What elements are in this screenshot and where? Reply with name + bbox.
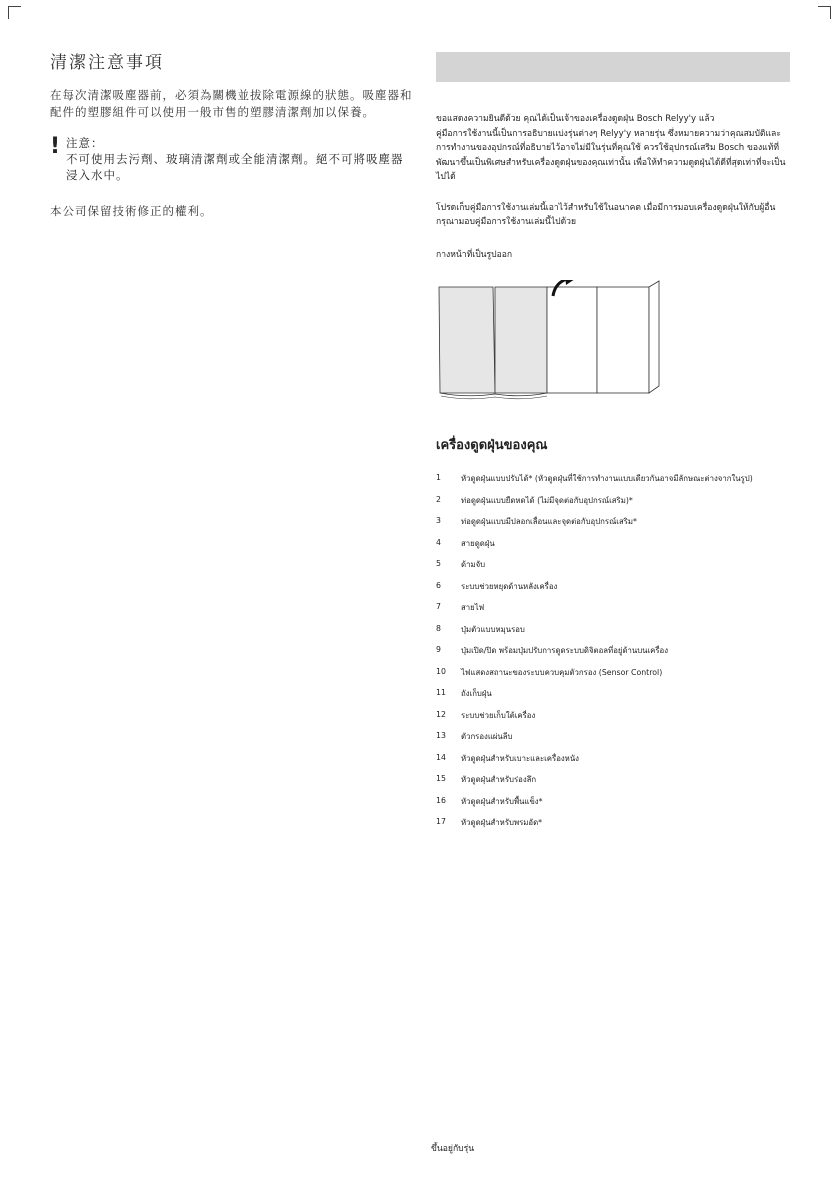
part-number: 3 (436, 516, 441, 525)
cleaning-paragraph: 在每次清潔吸塵器前，必須為關機並拔除電源線的狀態。吸塵器和配件的塑膠組件可以使用一般市售的塑膠清潔劑加以保養。 (50, 88, 413, 119)
parts-list (436, 473, 790, 839)
part-number: 5 (436, 559, 441, 568)
intro-paragraph (436, 112, 790, 185)
part-label: หัวดูดฝุ่นสำหรับพื้นแข็ง* (461, 796, 543, 806)
part-number: 10 (436, 666, 446, 676)
list-item (436, 624, 790, 646)
part-label: ด้ามจับ (461, 560, 486, 569)
part-number: 4 (436, 537, 441, 547)
warning-exclamation-icon: ! (50, 134, 61, 159)
rights-reserved: 本公司保留技術修正的權利。 (50, 204, 213, 218)
list-item (436, 559, 790, 581)
list-item (436, 753, 790, 775)
intro-line-rest: คู่มือการใช้งานนี้เป็นการอธิบายแบ่งรุ่นต่างๆ Relyy'y หลายรุ่น ซึ่งหมายความว่าคุณสมบัติและการทำงานของอุปกรณ์ที่อธิบายไว้อาจไม่มีในรุ่นที่คุณใช้ ควรใช้อุปกรณ์เสริม Bosch ของแท้ที่พัฒนาขึ้นเป็นพิเศษสำหรับเครื่องดูดฝุ่นของคุณเท่านั้น เพื่อให้ทำความดูดฝุ่นได้ดีที่สุดเท่าที่จะเป็นไปได้ (436, 128, 786, 182)
caution-title: 注意： (66, 136, 104, 150)
part-number: 2 (436, 494, 441, 504)
part-label: ระบบช่วยเก็บใต้เครื่อง (461, 710, 536, 720)
part-label: ตัวกรองแผ่นลีบ (461, 732, 513, 741)
list-item (436, 731, 790, 753)
part-number: 6 (436, 580, 441, 590)
part-number: 7 (436, 602, 441, 611)
part-number: 9 (436, 645, 441, 654)
list-item (436, 774, 790, 796)
list-item (436, 796, 790, 818)
fold-out-illustration (437, 280, 667, 400)
part-label: สายไฟ (461, 603, 485, 612)
list-item (436, 516, 790, 538)
part-label: หัวดูดฝุ่นสำหรับเบาะและเครื่องหนัง (461, 753, 579, 763)
part-number: 15 (436, 774, 446, 783)
list-item (436, 581, 790, 603)
crop-mark-top-right (818, 6, 831, 19)
part-label: สายดูดฝุ่น (461, 538, 495, 548)
crop-mark-top-left (8, 6, 21, 19)
list-item (436, 495, 790, 517)
list-item (436, 688, 790, 710)
cleaning-notes-section (50, 48, 415, 220)
list-item (436, 538, 790, 560)
caution-note (50, 135, 415, 183)
intro-line-1: ขอแสดงความยินดีด้วย คุณได้เป็นเจ้าของเครื่องดูดฝุ่น Bosch Relyy'y แล้ว (436, 114, 715, 124)
part-number: 11 (436, 688, 446, 697)
footnote-model-dependent: ขึ้นอยู่กับรุ่น (431, 1144, 475, 1154)
part-number: 13 (436, 731, 446, 740)
unfolded-pages (547, 281, 659, 393)
part-label: หัวดูดฝุ่นสำหรับร่องลึก (461, 775, 537, 784)
part-label: ปุ่มตัวแบบหมุนรอบ (461, 624, 525, 634)
unfold-instruction: กางหน้าที่เป็นรูปออก (436, 249, 513, 260)
part-label: ระบบช่วยหยุดด้านหลังเครื่อง (461, 581, 558, 591)
list-item (436, 602, 790, 624)
caution-body: 不可使用去污劑、玻璃清潔劑或全能清潔劑。絕不可將吸塵器浸入水中。 (66, 152, 404, 182)
header-grey-bar (436, 52, 790, 82)
part-number: 1 (436, 473, 441, 482)
part-number: 17 (436, 817, 446, 826)
part-label: หัวดูดฝุ่นสำหรับพรมอัด* (461, 818, 543, 827)
list-item (436, 645, 790, 667)
part-label: ปุ่มเปิด/ปิด พร้อมปุ่มปรับการดูดระบบดิจิตอลที่อยู่ด้านบนเครื่อง (461, 646, 669, 655)
folded-pages (439, 287, 547, 399)
list-item (436, 710, 790, 732)
part-label: ท่อดูดฝุ่นแบบมีปลอกเลื่อนและจุดต่อกับอุปกรณ์เสริม* (461, 517, 637, 526)
part-label: หัวดูดฝุ่นแบบปรับได้* (หัวดูดฝุ่นที่ใช้การทำงานแบบเดียวกันอาจมีลักษณะต่างจากในรูป) (461, 474, 753, 483)
part-label: ถังเก็บฝุ่น (461, 689, 492, 698)
thai-intro-section (436, 52, 790, 839)
part-number: 14 (436, 752, 446, 762)
part-label: ท่อดูดฝุ่นแบบยืดหดได้ (ไม่มีจุดต่อกับอุปกรณ์เสริม)* (461, 495, 633, 505)
list-item (436, 473, 790, 495)
parts-section-title: เครื่องดูดฝุ่นของคุณ (436, 438, 548, 453)
list-item (436, 667, 790, 689)
part-number: 12 (436, 709, 446, 719)
list-item (436, 817, 790, 839)
keep-manual-paragraph: โปรดเก็บคู่มือการใช้งานเล่มนี้เอาไว้สำหรับใช้ในอนาคต เมื่อมีการมอบเครื่องดูดฝุ่นให้กับผู้อื่น กรุณามอบคู่มือการใช้งานเล่มนี้ไปด้วย (436, 202, 776, 227)
part-number: 16 (436, 795, 446, 805)
cleaning-title: 清潔注意事項 (50, 53, 164, 73)
part-label: ไฟแสดงสถานะของระบบควบคุมตัวกรอง (Sensor Control) (461, 667, 663, 677)
part-number: 8 (436, 623, 441, 633)
